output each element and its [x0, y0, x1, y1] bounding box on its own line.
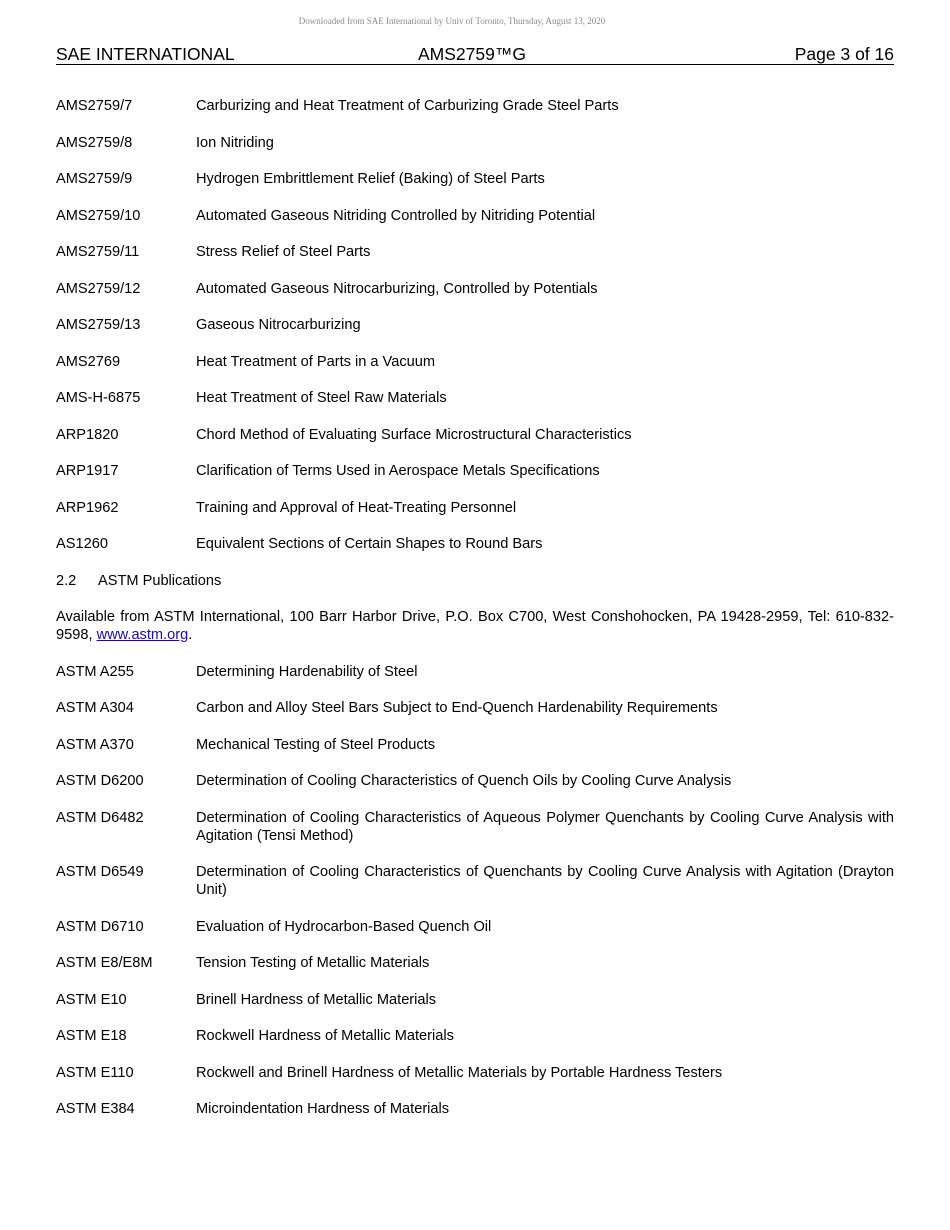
- reference-code: AMS-H-6875: [56, 390, 141, 406]
- astm-website-link[interactable]: www.astm.org: [96, 627, 189, 643]
- reference-row: [56, 863, 894, 899]
- reference-code: ASTM E18: [56, 1028, 127, 1044]
- reference-title: Rockwell and Brinell Hardness of Metallic Materials by Portable Hardness Testers: [196, 1064, 723, 1081]
- reference-row: [56, 426, 894, 444]
- reference-code: AMS2759/7: [56, 98, 133, 114]
- reference-row: [56, 97, 894, 115]
- reference-code: ASTM E8/E8M: [56, 955, 153, 971]
- reference-title: Gaseous Nitrocarburizing: [196, 317, 361, 333]
- reference-row: [56, 918, 894, 936]
- reference-code: AMS2759/8: [56, 134, 133, 151]
- reference-title: Carburizing and Heat Treatment of Carburizing Grade Steel Parts: [196, 98, 619, 114]
- astm-reference-list: [56, 663, 894, 1119]
- reference-title: Hydrogen Embrittlement Relief (Baking) of Steel Parts: [196, 171, 545, 187]
- reference-title: Ion Nitriding: [196, 134, 274, 151]
- reference-code: AMS2759/9: [56, 171, 133, 187]
- reference-title: Rockwell Hardness of Metallic Materials: [196, 1028, 454, 1044]
- reference-title: Tension Testing of Metallic Materials: [196, 955, 430, 971]
- reference-title: Equivalent Sections of Certain Shapes to Round Bars: [196, 536, 543, 552]
- astm-availability-paragraph: [56, 608, 894, 644]
- reference-code: ASTM E110: [56, 1064, 134, 1081]
- reference-code: ASTM D6549: [56, 864, 144, 880]
- reference-row: [56, 663, 894, 681]
- reference-row: [56, 736, 894, 754]
- page-header: [56, 44, 894, 65]
- reference-row: [56, 991, 894, 1009]
- reference-row: [56, 772, 894, 790]
- reference-title: Chord Method of Evaluating Surface Microstructural Characteristics: [196, 426, 632, 443]
- reference-code: ASTM A304: [56, 700, 134, 716]
- reference-row: [56, 535, 894, 553]
- reference-row: [56, 170, 894, 188]
- reference-title: Microindentation Hardness of Materials: [196, 1101, 450, 1117]
- reference-code: ASTM E10: [56, 991, 127, 1008]
- section-title: ASTM Publications: [98, 572, 222, 589]
- sae-reference-list: [56, 97, 894, 553]
- availability-text: Available from ASTM International, 100 Barr Harbor Drive, P.O. Box C700, West Conshohocken, PA 19428-2959, Tel: 610-832-9598,: [56, 609, 894, 643]
- reference-row: [56, 1027, 894, 1045]
- reference-code: ASTM D6482: [56, 809, 144, 826]
- reference-row: [56, 462, 894, 480]
- reference-title: Automated Gaseous Nitrocarburizing, Controlled by Potentials: [196, 280, 598, 297]
- download-watermark: Downloaded from SAE International by Univ of Toronto, Thursday, August 13, 2020: [298, 16, 606, 26]
- header-organization: SAE INTERNATIONAL: [56, 44, 235, 64]
- reference-row: [56, 280, 894, 298]
- reference-row: [56, 1100, 894, 1118]
- reference-title: Stress Relief of Steel Parts: [196, 244, 371, 260]
- reference-title: Determination of Cooling Characteristics of Quench Oils by Cooling Curve Analysis: [196, 773, 732, 789]
- reference-row: [56, 699, 894, 717]
- reference-title: Evaluation of Hydrocarbon-Based Quench Oil: [196, 918, 492, 935]
- reference-title: Mechanical Testing of Steel Products: [196, 736, 436, 753]
- reference-row: [56, 316, 894, 334]
- header-document-id: AMS2759™G: [418, 44, 526, 64]
- reference-code: AMS2759/11: [56, 244, 140, 260]
- reference-title: Automated Gaseous Nitriding Controlled by Nitriding Potential: [196, 207, 596, 224]
- reference-title: Carbon and Alloy Steel Bars Subject to End-Quench Hardenability Requirements: [196, 700, 718, 716]
- reference-row: [56, 243, 894, 261]
- reference-title: Determining Hardenability of Steel: [196, 663, 418, 680]
- reference-title: Training and Approval of Heat-Treating Personnel: [196, 499, 517, 516]
- reference-row: [56, 809, 894, 845]
- reference-row: [56, 134, 894, 152]
- reference-code: ASTM E384: [56, 1101, 135, 1117]
- reference-title: Determination of Cooling Characteristics of Aqueous Polymer Quenchants by Cooling Curve Analysis with Agitation (Tensi Method): [196, 809, 894, 844]
- reference-code: AMS2769: [56, 353, 121, 370]
- reference-code: AMS2759/13: [56, 317, 141, 333]
- reference-row: [56, 207, 894, 225]
- reference-row: [56, 954, 894, 972]
- section-heading-astm: [56, 572, 894, 590]
- trailing-punctuation: .: [188, 627, 193, 643]
- reference-title: Heat Treatment of Parts in a Vacuum: [196, 353, 436, 370]
- reference-title: Clarification of Terms Used in Aerospace Metals Specifications: [196, 463, 600, 479]
- reference-code: AS1260: [56, 536, 108, 552]
- reference-code: AMS2759/12: [56, 280, 141, 297]
- document-body: [56, 97, 894, 1137]
- reference-title: Determination of Cooling Characteristics of Quenchants by Cooling Curve Analysis with Agitation (Drayton Unit): [196, 864, 894, 898]
- header-page-label: Page 3 of 16: [794, 44, 894, 64]
- reference-code: ARP1820: [56, 426, 119, 443]
- reference-code: ASTM A255: [56, 663, 134, 680]
- reference-row: [56, 499, 894, 517]
- reference-code: AMS2759/10: [56, 207, 141, 224]
- reference-row: [56, 389, 894, 407]
- reference-row: [56, 353, 894, 371]
- reference-row: [56, 1064, 894, 1082]
- reference-code: ARP1917: [56, 463, 119, 479]
- reference-code: ASTM D6710: [56, 918, 144, 935]
- reference-title: Heat Treatment of Steel Raw Materials: [196, 390, 447, 406]
- reference-code: ARP1962: [56, 499, 119, 516]
- reference-code: ASTM D6200: [56, 773, 144, 789]
- reference-code: ASTM A370: [56, 736, 134, 753]
- reference-title: Brinell Hardness of Metallic Materials: [196, 991, 437, 1008]
- section-number: 2.2: [56, 572, 77, 589]
